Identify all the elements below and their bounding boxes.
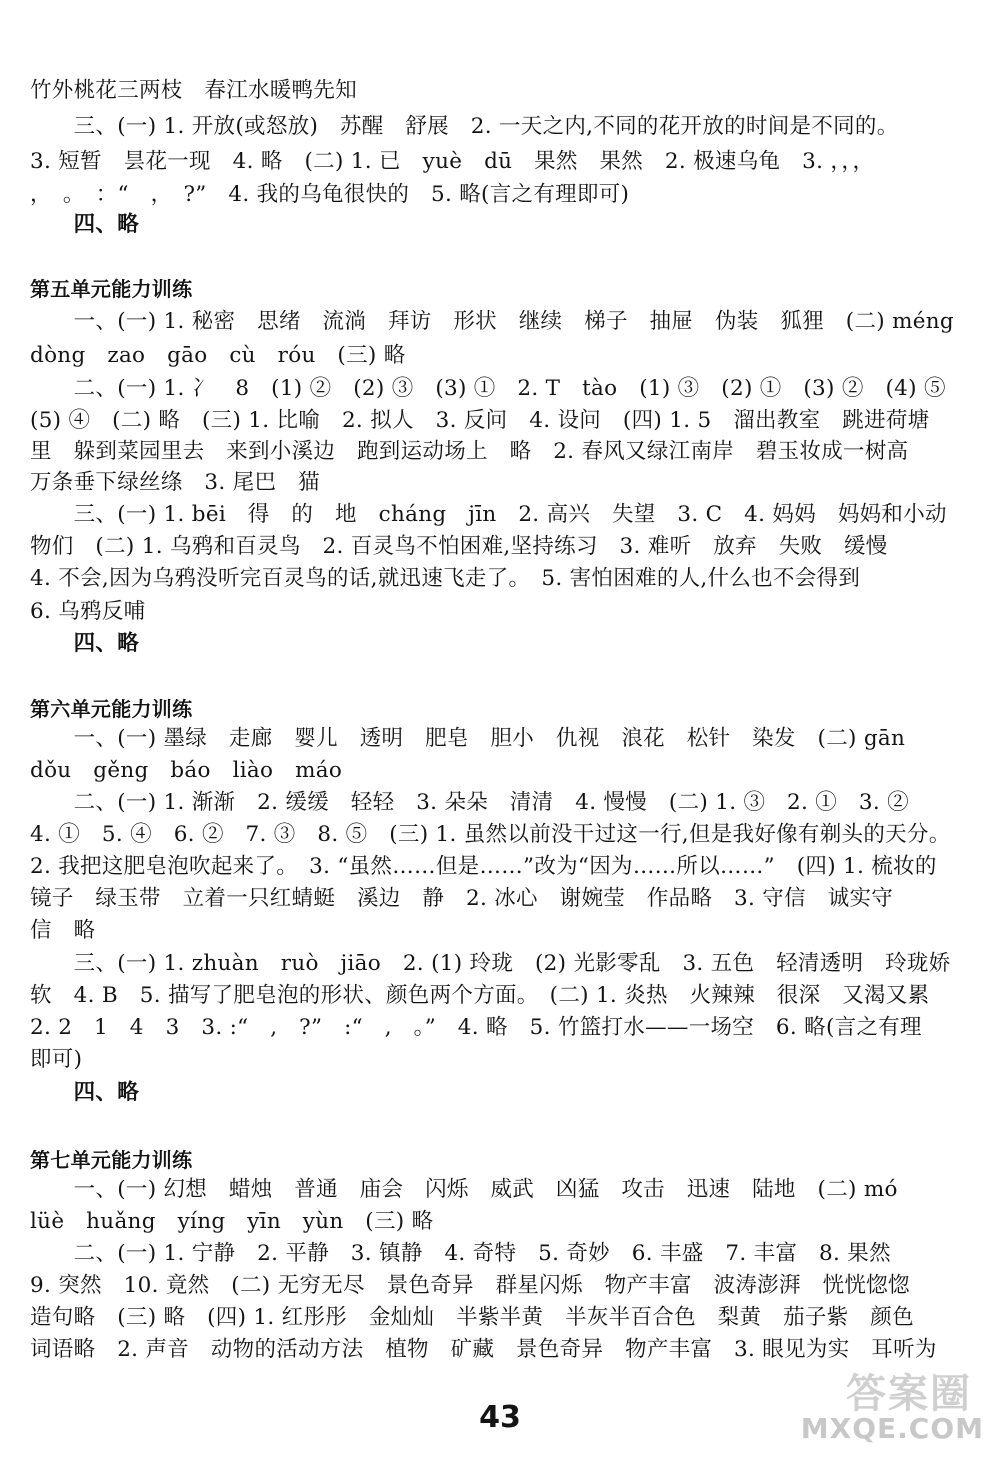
- text-line: dòng zao gāo cù róu (三) 略: [30, 343, 406, 368]
- text-line: dǒu gěng báo liào máo: [30, 758, 343, 783]
- text-line: 3. 短暂 昙花一现 4. 略 (二) 1. 已 yuè dū 果然 果然 2. 极速乌龟 3. ，，，: [30, 149, 875, 174]
- watermark-url: MXQE.COM: [800, 1412, 984, 1445]
- text-line: 4. ① 5. ④ 6. ② 7. ③ 8. ⑤ (三) 1. 虽然以前没干过这一行,但是我好像有剃头的天分。: [30, 822, 951, 847]
- text-line: 二、(一) 1. 冫 8 (1) ② (2) ③ (3) ① 2. T tào (1) ③ (2) ① (3) ② (4) ⑤: [30, 376, 946, 401]
- section-heading: 第六单元能力训练: [30, 697, 193, 721]
- text-line: 一、(一) 1. 秘密 思绪 流淌 拜访 形状 继续 梯子 抽屉 伪装 狐狸 (二) méng: [30, 309, 954, 334]
- text-line: 词语略 2. 声音 动物的活动方法 植物 矿藏 景色奇异 物产丰富 3. 眼见为实 耳听为: [30, 1337, 937, 1362]
- text-line: 四、略: [30, 212, 140, 237]
- text-line: lüè huǎng yíng yīn yùn (三) 略: [30, 1209, 434, 1234]
- text-line: 9. 突然 10. 竟然 (二) 无穷无尽 景色奇异 群星闪烁 物产丰富 波涛澎湃 恍恍惚惚: [30, 1273, 910, 1298]
- text-line: 即可): [30, 1047, 83, 1072]
- text-line: 三、(一) 1. bēi 得 的 地 cháng jīn 2. 高兴 失望 3. C 4. 妈妈 妈妈和小动: [30, 502, 947, 527]
- text-line: 四、略: [30, 1080, 140, 1105]
- text-line: 软 4. B 5. 描写了肥皂泡的形状、颜色两个方面。 (二) 1. 炎热 火辣辣 很深 又渴又累: [30, 983, 930, 1008]
- page-number: 43: [479, 1400, 521, 1435]
- text-line: 四、略: [30, 631, 140, 656]
- section-heading: 第五单元能力训练: [30, 277, 193, 301]
- watermark-text: 答案圈: [846, 1371, 972, 1417]
- text-line: 一、(一) 幻想 蜡烛 普通 庙会 闪烁 威武 凶猛 攻击 迅速 陆地 (二) mó: [30, 1177, 898, 1202]
- text-line: 2. 2 1 4 3 3. :“ , ?” :“ , 。” 4. 略 5. 竹篮打水——一场空 6. 略(言之有理: [30, 1015, 922, 1040]
- text-line: 二、(一) 1. 渐渐 2. 缓缓 轻轻 3. 朵朵 清清 4. 慢慢 (二) 1. ③ 2. ① 3. ②: [30, 790, 909, 815]
- text-line: 4. 不会,因为乌鸦没听完百灵鸟的话,就迅速飞走了。 5. 害怕困难的人,什么也不会得到: [30, 566, 861, 591]
- text-line: (5) ④ (二) 略 (三) 1. 比喻 2. 拟人 3. 反问 4. 设问 (四) 1. 5 溜出教室 跳进荷塘: [30, 408, 930, 433]
- text-line: 二、(一) 1. 宁静 2. 平静 3. 镇静 4. 奇特 5. 奇妙 6. 丰盛 7. 丰富 8. 果然: [30, 1241, 891, 1266]
- text-line: 2. 我把这肥皂泡吹起来了。 3. “虽然……但是……”改为“因为……所以……” (四) 1. 梳妆的: [30, 854, 937, 879]
- text-line: 竹外桃花三两枝 春江水暖鸭先知: [30, 78, 358, 103]
- text-line: 一、(一) 墨绿 走廊 婴儿 透明 肥皂 胆小 仇视 浪花 松针 染发 (二) gān: [30, 726, 906, 751]
- text-line: 造句略 (三) 略 (四) 1. 红彤彤 金灿灿 半紫半黄 半灰半百合色 梨黄 茄子紫 颜色: [30, 1305, 914, 1330]
- text-line: 里 躲到菜园里去 来到小溪边 跑到运动场上 略 2. 春风又绿江南岸 碧玉妆成一树高: [30, 439, 909, 464]
- text-line: ， 。 ：“ ， ?” 4. 我的乌龟很快的 5. 略(言之有理即可): [30, 182, 630, 207]
- text-line: 信 略: [30, 918, 96, 943]
- text-line: 三、(一) 1. zhuàn ruò jiāo 2. (1) 玲珑 (2) 光影零乱 3. 五色 轻清透明 玲珑娇: [30, 951, 951, 976]
- text-line: 三、(一) 1. 开放(或怒放) 苏醒 舒展 2. 一天之内,不同的花开放的时间是不同的。: [30, 114, 899, 139]
- text-line: 镜子 绿玉带 立着一只红蜻蜓 溪边 静 2. 冰心 谢婉莹 作品略 3. 守信 诚实守: [30, 886, 894, 911]
- watermark-logo: [800, 1362, 990, 1450]
- text-line: 6. 乌鸦反哺: [30, 599, 146, 624]
- section-heading: 第七单元能力训练: [30, 1148, 193, 1172]
- text-line: 物们 (二) 1. 乌鸦和百灵鸟 2. 百灵鸟不怕困难,坚持练习 3. 难听 放弃 失败 缓慢: [30, 534, 888, 559]
- text-line: 万条垂下绿丝绦 3. 尾巴 猫: [30, 470, 320, 495]
